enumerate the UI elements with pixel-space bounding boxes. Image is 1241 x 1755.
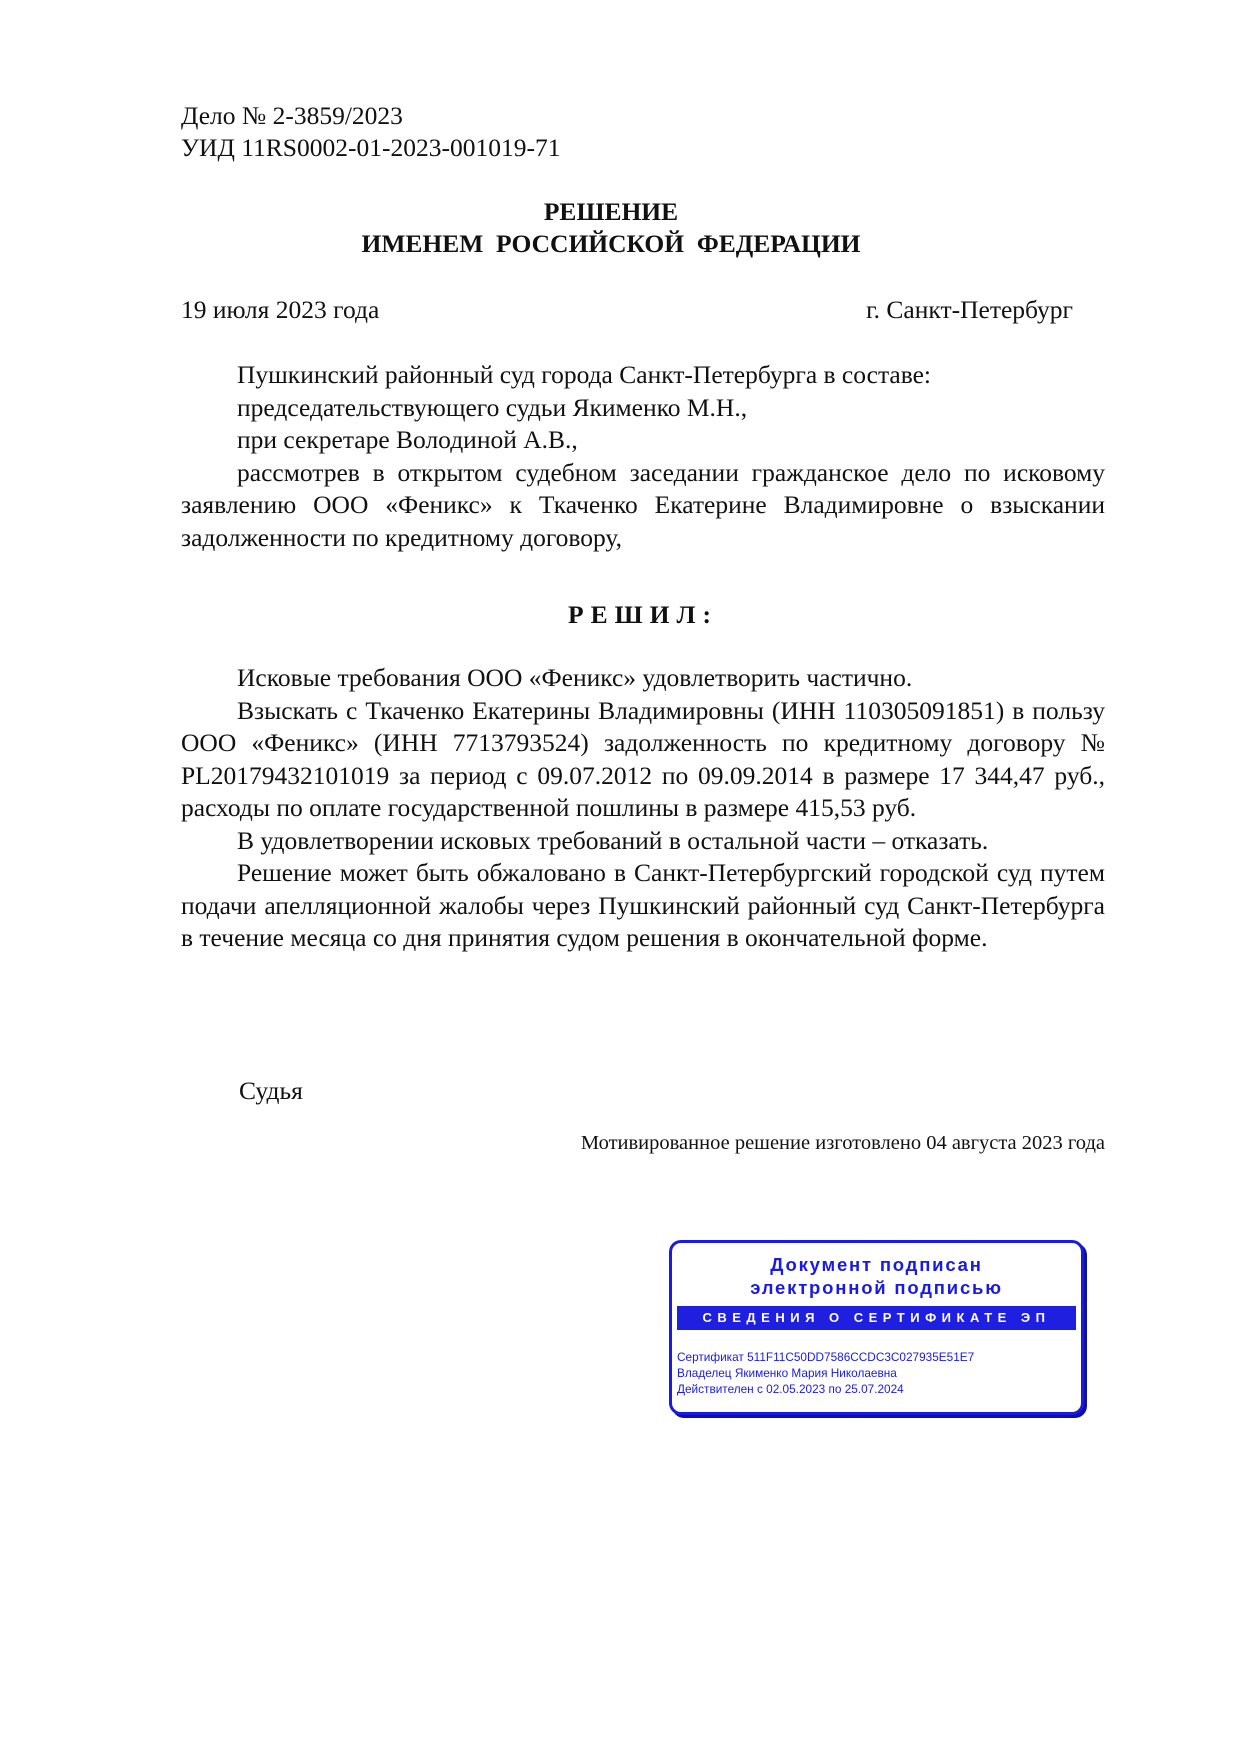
intro-section <box>181 359 1105 554</box>
title-decision: РЕШЕНИЕ <box>543 197 679 226</box>
stamp-details <box>677 1349 974 1397</box>
decision-paragraph-1: Исковые требования ООО «Феникс» удовлетворить частично. <box>237 663 913 692</box>
decision-city: г. Санкт-Петербург <box>866 295 1073 324</box>
stamp-title-line-2: электронной подписью <box>750 1277 1003 1298</box>
stamp-validity: Действителен с 02.05.2023 по 25.07.2024 <box>677 1382 904 1396</box>
stamp-title <box>672 1253 1081 1299</box>
stamp-title-line-1: Документ подписан <box>770 1254 983 1275</box>
motivated-decision-note: Мотивированное решение изготовлено 04 августа 2023 года <box>580 1132 1105 1154</box>
stamp-certificate-bar: СВЕДЕНИЯ О СЕРТИФИКАТЕ ЭП <box>677 1306 1076 1330</box>
document-title <box>181 196 1041 260</box>
stamp-certificate-id: Сертификат 511F11C50DD7586CCDC3C027935E51E7 <box>677 1350 975 1364</box>
decision-paragraph-4: Решение может быть обжаловано в Санкт-Петербургский городской суд путем подачи апелляционной жалобы через Пушкинский районный суд Санкт-Петербурга в течение месяца со дня принятия судом решения в окончательной форме. <box>181 858 1105 952</box>
decision-paragraph-2: Взыскать с Ткаченко Екатерины Владимировны (ИНН 110305091851) в пользу ООО «Феникс» (ИНН 7713793524) задолженность по кредитному договору № PL20179432101019 за период с 09.07.2012 по 09.09.2014 в размере 17 344,47 руб., расходы по оплате государственной пошлины в размере 415,53 руб. <box>181 695 1105 822</box>
stamp-owner: Владелец Якименко Мария Николаевна <box>677 1366 897 1380</box>
court-secretary: при секретаре Володиной А.В., <box>237 425 578 454</box>
title-in-name-of-federation: ИМЕНЕМ РОССИЙСКОЙ ФЕДЕРАЦИИ <box>361 229 861 258</box>
case-header <box>181 100 560 164</box>
case-number: Дело № 2-3859/2023 <box>181 101 403 130</box>
e-signature-stamp <box>669 1240 1084 1415</box>
decision-section <box>181 662 1105 955</box>
judge-signature-label: Судья <box>239 1076 303 1105</box>
date-place-row <box>181 294 1073 326</box>
decision-paragraph-3: В удовлетворении исковых требований в остальной части – отказать. <box>237 825 989 855</box>
court-composition: Пушкинский районный суд города Санкт-Петербурга в составе: <box>237 360 932 389</box>
case-consideration: рассмотрев в открытом судебном заседании гражданское дело по исковому заявлению ООО «Феникс» к Ткаченко Екатерине Владимировне о взыскании задолженности по кредитному договору, <box>181 457 1105 552</box>
presiding-judge: председательствующего судьи Якименко М.Н., <box>237 392 748 422</box>
resolved-heading: РЕШИЛ: <box>568 600 718 629</box>
decision-date: 19 июля 2023 года <box>181 295 380 324</box>
case-uid: УИД 11RS0002-01-2023-001019-71 <box>181 133 561 162</box>
